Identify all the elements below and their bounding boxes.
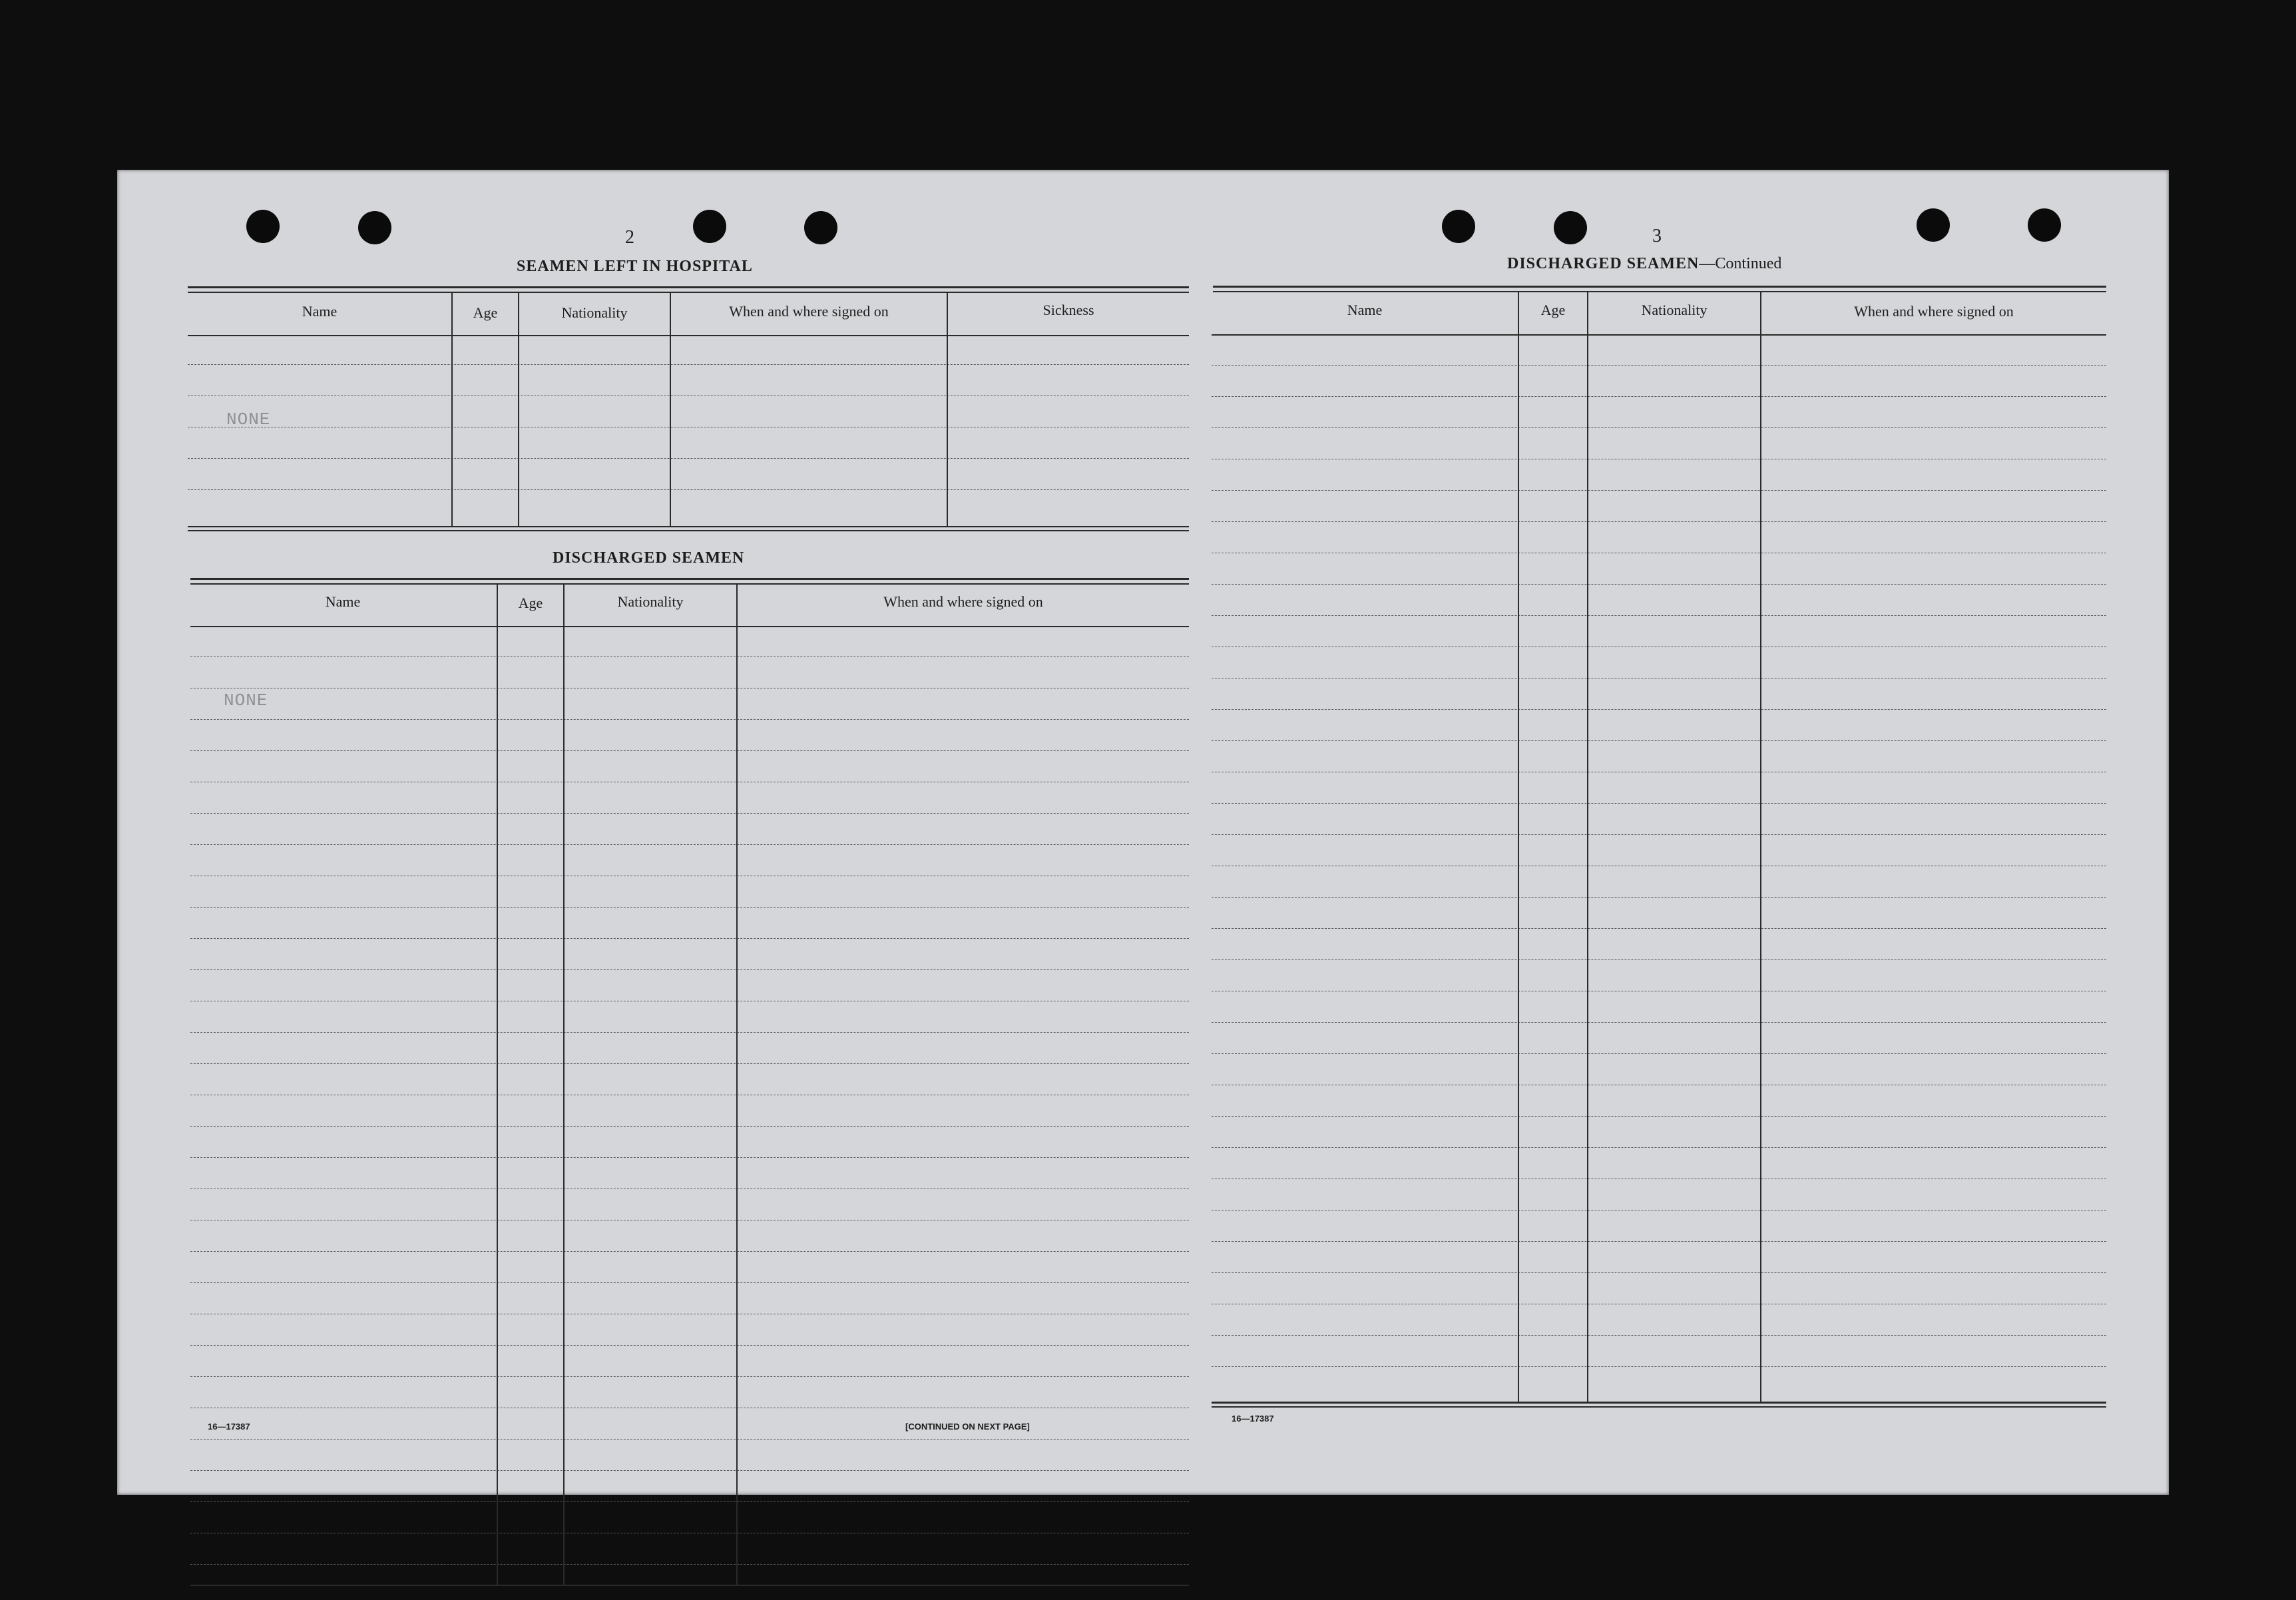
discharged-top-rule-thin (190, 583, 1189, 585)
punch-hole (2028, 208, 2061, 242)
entry-line (190, 813, 1189, 814)
discharged-section-title: DISCHARGED SEAMEN (553, 549, 745, 567)
entry-line (1212, 709, 2106, 710)
right-title-main: DISCHARGED SEAMEN (1507, 255, 1700, 272)
right-header-nationality: Nationality (1641, 302, 1708, 318)
discharged-col-divider (563, 585, 565, 1585)
hospital-col-divider (947, 293, 948, 527)
entry-line (190, 1376, 1189, 1377)
hospital-entry-stamp: NONE (226, 409, 271, 429)
hospital-bottom-rule-thin (188, 530, 1189, 531)
entry-line (190, 844, 1189, 845)
continued-note: [CONTINUED ON NEXT PAGE] (905, 1422, 1030, 1432)
entry-line (190, 1032, 1189, 1033)
entry-line (1212, 1053, 2106, 1054)
right-col-divider (1760, 292, 1761, 1403)
discharged-header-age: Age (518, 595, 543, 611)
entry-line (1212, 427, 2106, 428)
hospital-col-divider (518, 293, 519, 527)
right-top-rule (1213, 286, 2106, 288)
punch-hole (1917, 208, 1950, 242)
entry-line (190, 1157, 1189, 1158)
entry-line (190, 938, 1189, 939)
hospital-top-rule (188, 286, 1189, 288)
entry-line (1212, 396, 2106, 397)
entry-line (1212, 740, 2106, 741)
entry-line (190, 907, 1189, 908)
hospital-header-sickness: Sickness (1042, 302, 1094, 318)
entry-line (1212, 834, 2106, 835)
punch-hole (246, 210, 280, 243)
discharged-entry-stamp: NONE (224, 690, 268, 710)
entry-line (1212, 1147, 2106, 1148)
hospital-bottom-rule (188, 526, 1189, 527)
entry-line (1212, 584, 2106, 585)
entry-line (190, 1470, 1189, 1471)
entry-line (190, 1251, 1189, 1252)
punch-hole (1442, 210, 1475, 243)
entry-line (1212, 803, 2106, 804)
entry-line (1212, 1116, 2106, 1117)
discharged-col-divider (736, 585, 738, 1585)
right-top-rule-thin (1213, 291, 2106, 292)
entry-line (190, 1063, 1189, 1064)
discharged-header-name: Name (325, 593, 361, 610)
discharged-top-rule (190, 578, 1189, 580)
discharged-header-signed-on: When and where signed on (883, 593, 1043, 610)
hospital-col-divider (451, 293, 453, 527)
page-number-right: 3 (1652, 226, 1662, 246)
entry-line (190, 750, 1189, 751)
punch-hole (1554, 211, 1587, 244)
ledger-sheet (117, 170, 2169, 1495)
hospital-col-divider (670, 293, 671, 527)
right-header-signed-on: When and where signed on (1854, 303, 2014, 320)
hospital-header-signed-on: When and where signed on (729, 303, 889, 320)
entry-line (188, 489, 1189, 490)
punch-hole (358, 211, 391, 244)
right-title-suffix: —Continued (1699, 255, 1782, 272)
right-section-title (1507, 255, 1781, 273)
hospital-header-name: Name (302, 303, 338, 320)
entry-line (1212, 928, 2106, 929)
entry-line (190, 969, 1189, 970)
entry-line (1212, 490, 2106, 491)
entry-line (1212, 959, 2106, 960)
discharged-col-divider (497, 585, 498, 1585)
entry-line (1212, 897, 2106, 898)
hospital-header-rule (188, 335, 1189, 336)
hospital-header-nationality: Nationality (561, 304, 628, 321)
entry-line (1212, 1241, 2106, 1242)
discharged-header-rule (190, 626, 1189, 627)
page-number-left: 2 (625, 227, 634, 248)
right-col-divider (1518, 292, 1519, 1403)
entry-line (190, 1564, 1189, 1565)
entry-line (1212, 1272, 2106, 1273)
right-bottom-rule (1212, 1402, 2106, 1404)
right-col-divider (1587, 292, 1588, 1403)
hospital-section-title: SEAMEN LEFT IN HOSPITAL (517, 258, 753, 275)
entry-line (190, 1501, 1189, 1502)
entry-line (1212, 615, 2106, 616)
entry-line (190, 719, 1189, 720)
form-code-right: 16—17387 (1232, 1414, 1274, 1424)
entry-line (1212, 1022, 2106, 1023)
hospital-top-rule-thin (188, 292, 1189, 293)
entry-line (1212, 521, 2106, 522)
entry-line (1212, 1335, 2106, 1336)
entry-line (1212, 1366, 2106, 1367)
right-header-name: Name (1347, 302, 1383, 318)
entry-line (190, 1439, 1189, 1440)
discharged-bottom-rule (190, 1585, 1189, 1586)
right-bottom-rule-thin (1212, 1406, 2106, 1408)
entry-line (190, 1126, 1189, 1127)
entry-line (190, 1345, 1189, 1346)
right-header-age: Age (1540, 302, 1566, 318)
right-header-rule (1212, 334, 2106, 336)
hospital-header-age: Age (473, 304, 498, 321)
entry-line (190, 1282, 1189, 1283)
entry-line (188, 458, 1189, 459)
discharged-header-nationality: Nationality (617, 593, 684, 610)
entry-line (1212, 365, 2106, 366)
punch-hole (804, 211, 837, 244)
punch-hole (693, 210, 726, 243)
entry-line (188, 364, 1189, 365)
form-code-left: 16—17387 (208, 1422, 250, 1432)
